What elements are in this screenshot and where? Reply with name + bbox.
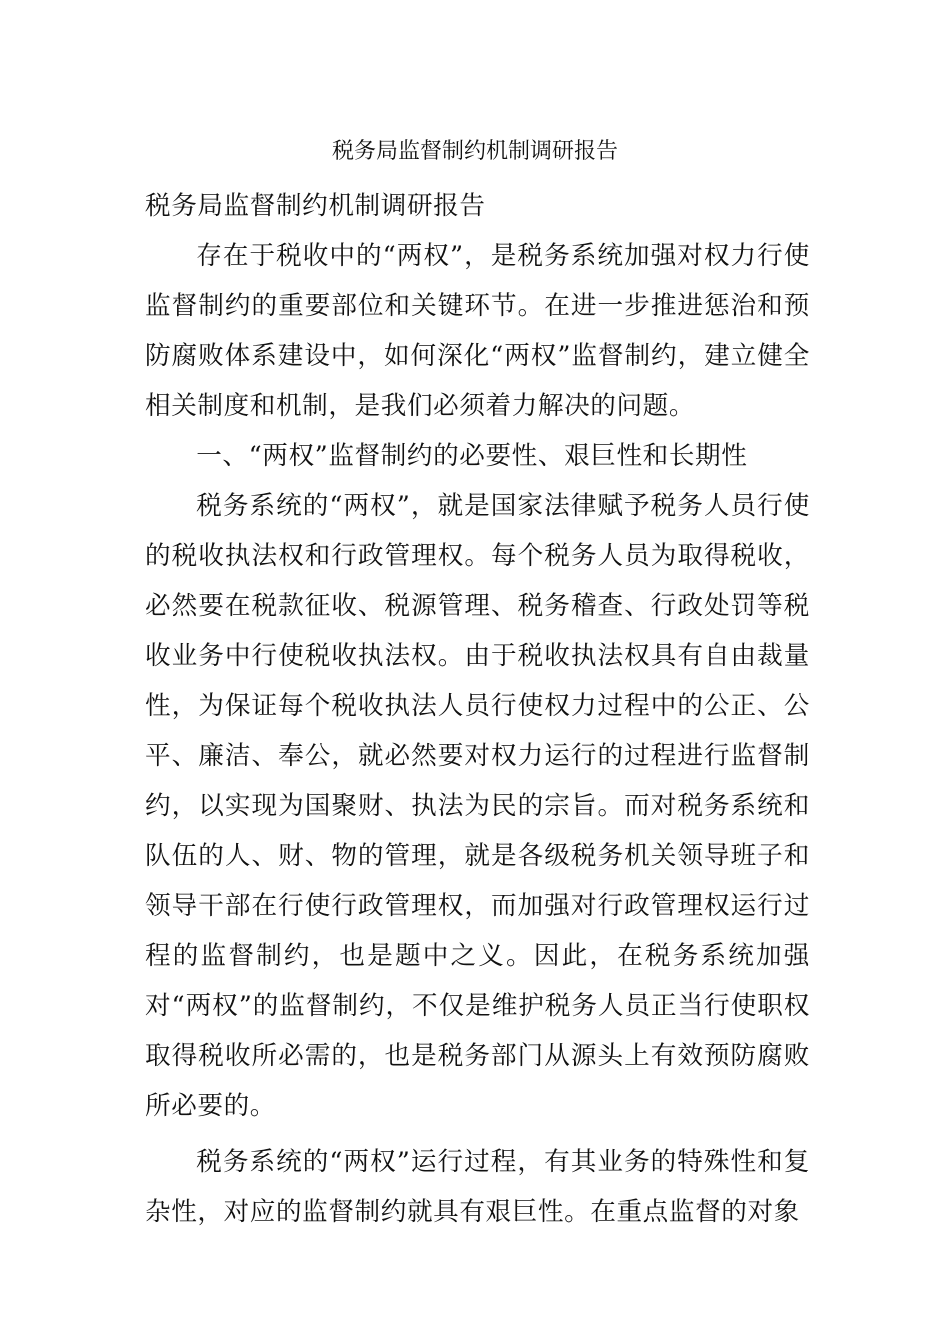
- section-heading: 一、“两权”监督制约的必要性、艰巨性和长期性: [196, 441, 748, 471]
- document-subtitle: 税务局监督制约机制调研报告: [145, 191, 486, 221]
- intro-paragraph: 存在于税收中的“两权”，是税务系统加强对权力行使监督制约的重要部位和关键环节。在进一步推进惩治和预防腐败体系建设中，如何深化“两权”监督制约，建立健全相关制度和机制，是我们必须着力解决的问题。: [145, 241, 810, 421]
- document-title: 税务局监督制约机制调研报告: [331, 139, 618, 164]
- body-paragraph: 税务系统的“两权”，就是国家法律赋予税务人员行使的税收执法权和行政管理权。每个税务人员为取得税收，必然要在税款征收、税源管理、税务稽查、行政处罚等税收业务中行使税收执法权。由于税收执法权具有自由裁量性，为保证每个税收执法人员行使权力过程中的公正、公平、廉洁、奉公，就必然要对权力运行的过程进行监督制约，以实现为国聚财、执法为民的宗旨。而对税务系统和队伍的人、财、物的管理，就是各级税务机关领导班子和领导干部在行使行政管理权，而加强对行政管理权运行过程的监督制约，也是题中之义。因此，在税务系统加强对“两权”的监督制约，不仅是维护税务人员正当行使职权取得税收所必需的，也是税务部门从源头上有效预防腐败所必要的。: [145, 491, 810, 1121]
- body-paragraph: 税务系统的“两权”运行过程，有其业务的特殊性和复杂性，对应的监督制约就具有艰巨性。在重点监督的对象: [145, 1147, 810, 1227]
- document-body: [145, 181, 810, 1237]
